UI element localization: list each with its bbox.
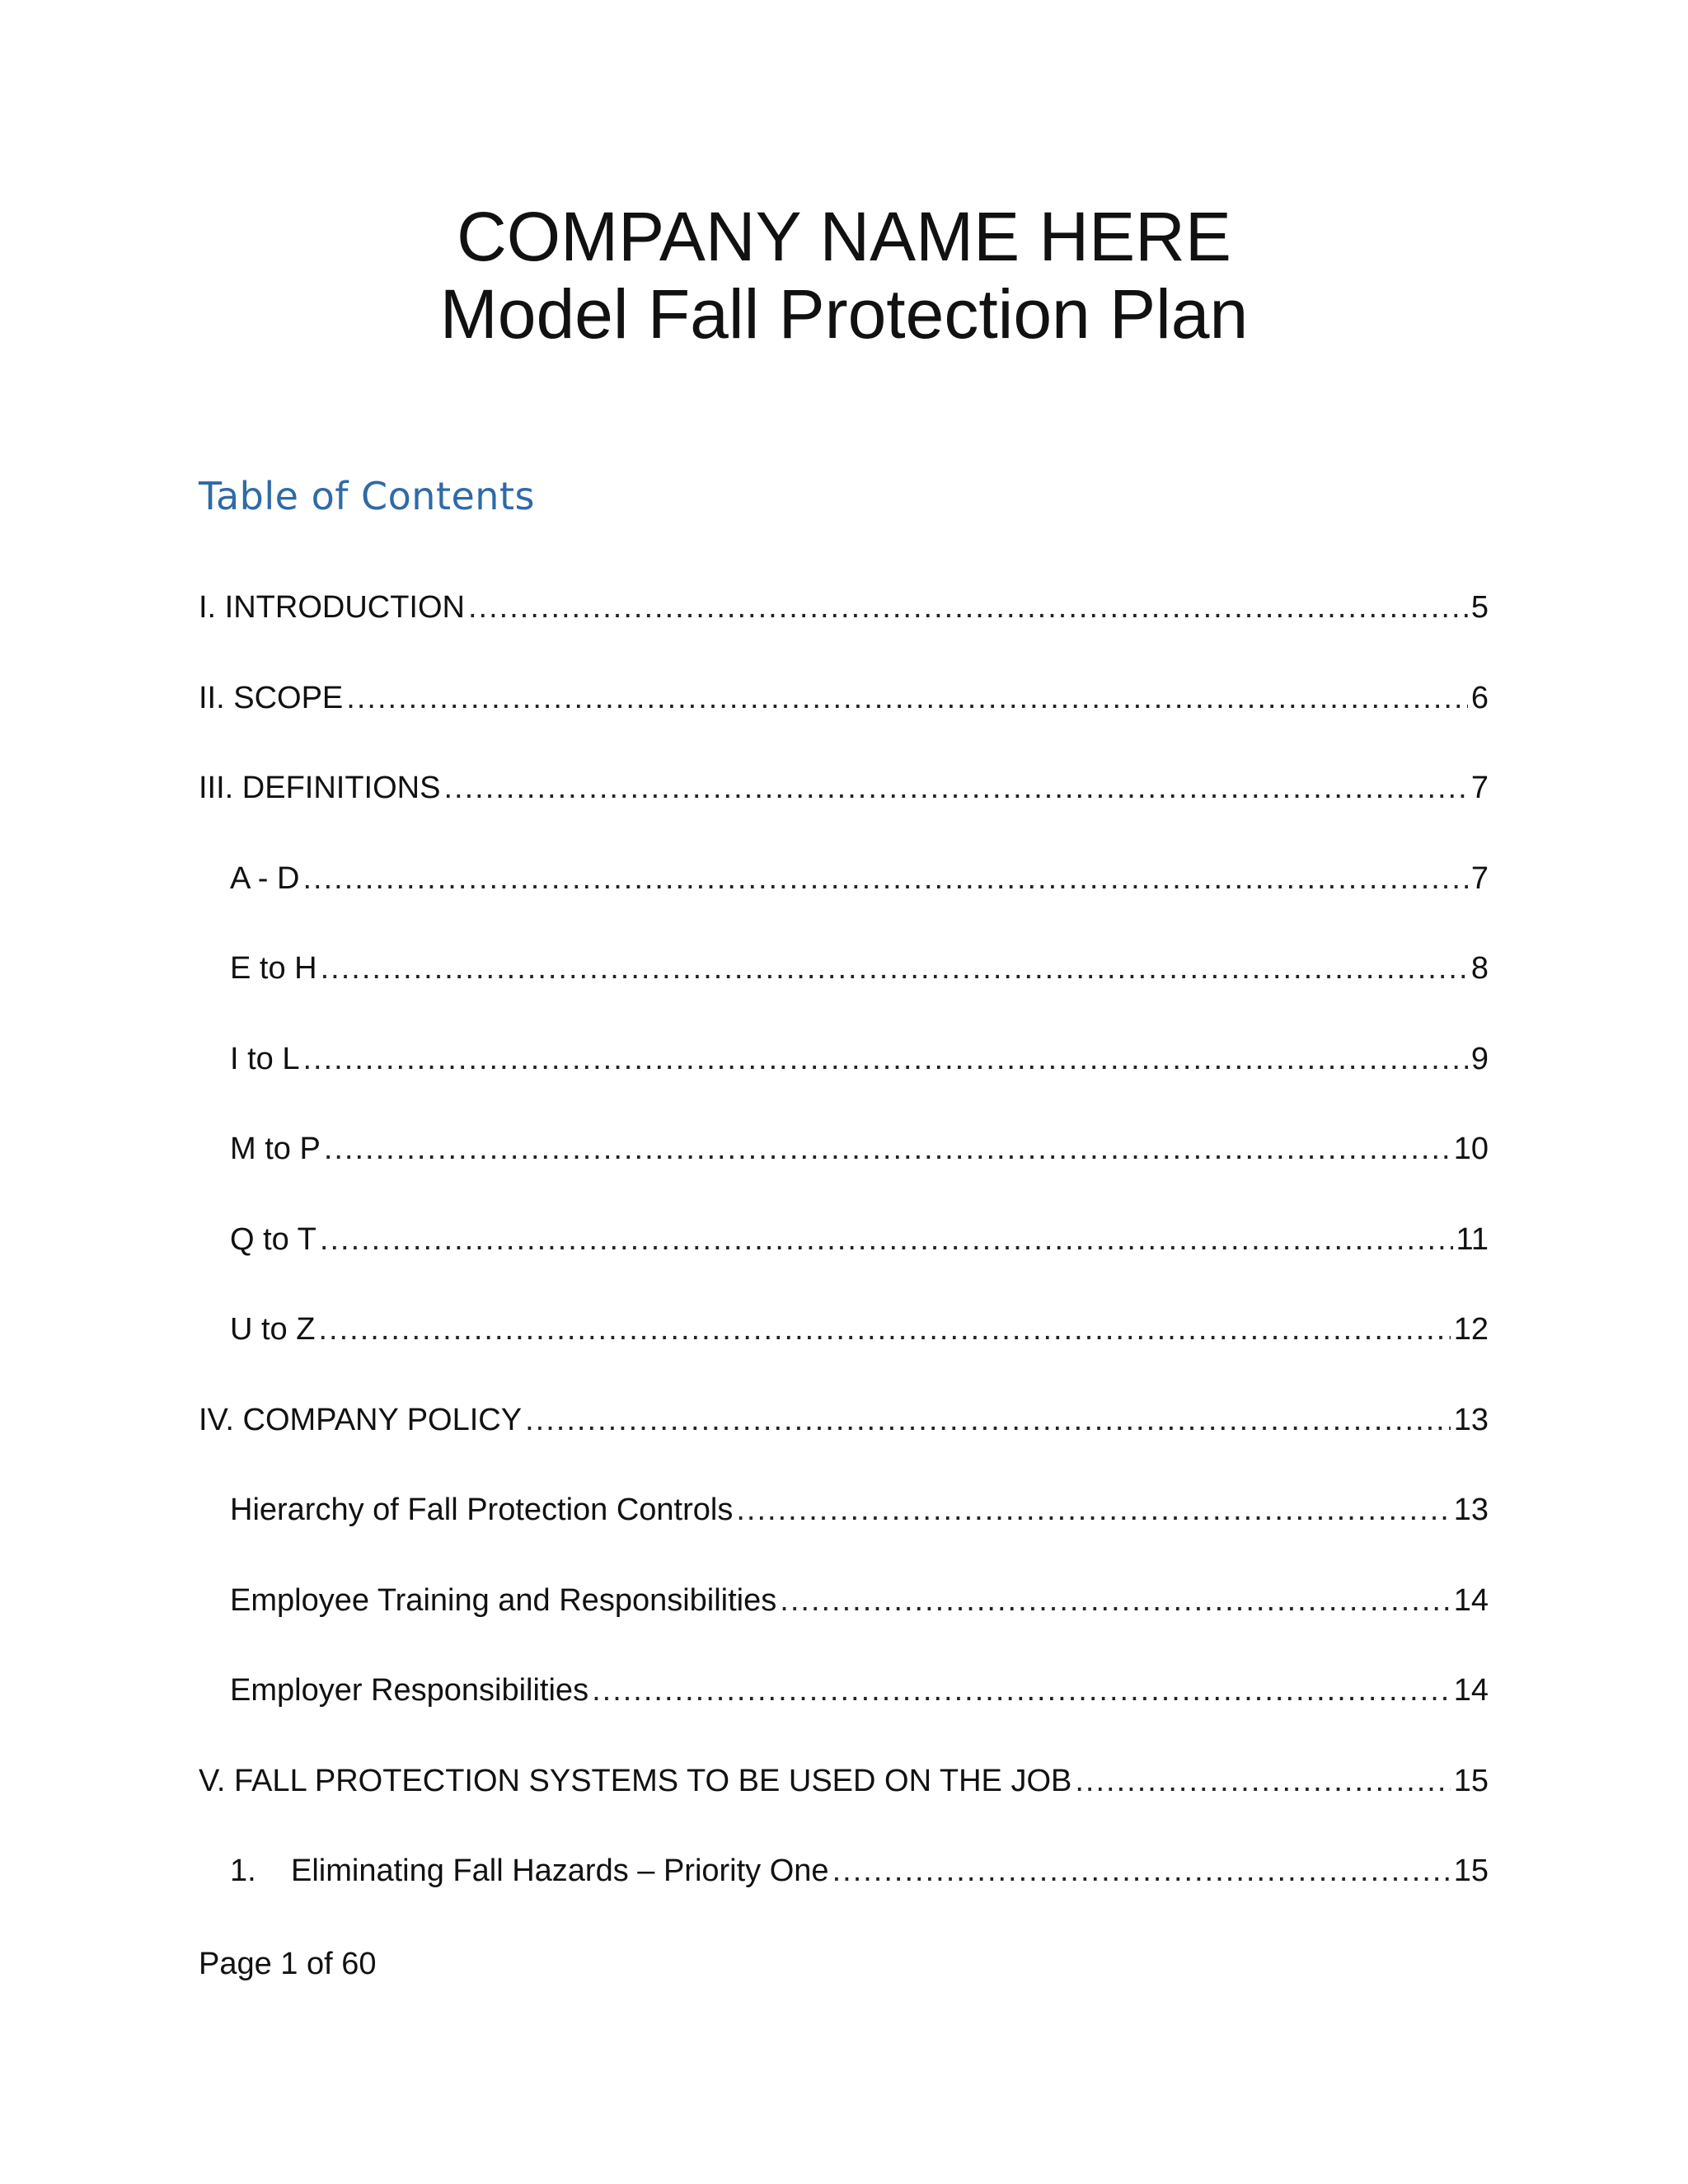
toc-entry-page: 6 (1470, 680, 1489, 715)
toc-entry-label (230, 1844, 829, 1897)
toc-entry-definitions[interactable] (199, 762, 1489, 852)
toc-entry-label: II. SCOPE (199, 680, 344, 715)
toc-entry-u-z[interactable] (199, 1303, 1489, 1394)
plan-title: Model Fall Protection Plan (439, 275, 1249, 353)
toc-leader-dots (468, 581, 1468, 634)
toc-leader-dots (592, 1664, 1451, 1717)
toc-entry-employer-responsibilities[interactable] (199, 1664, 1489, 1755)
toc-entry-eliminating-fall-hazards[interactable] (199, 1844, 1489, 1935)
toc-entry-label: Employer Responsibilities (230, 1673, 589, 1708)
document-title (0, 198, 1688, 353)
toc-leader-dots (320, 1213, 1453, 1266)
toc-entry-label: M to P (230, 1132, 321, 1166)
toc-entry-title: Eliminating Fall Hazards – Priority One (291, 1854, 829, 1888)
toc-entry-page: 12 (1453, 1312, 1489, 1347)
toc-entry-label: E to H (230, 951, 317, 986)
toc-entry-label: I. INTRODUCTION (199, 590, 465, 625)
table-of-contents (199, 581, 1489, 1935)
toc-entry-page: 13 (1453, 1493, 1489, 1527)
toc-entry-fall-protection-systems[interactable] (199, 1755, 1489, 1845)
toc-entry-scope[interactable] (199, 672, 1489, 762)
toc-entry-number: 1. (230, 1854, 256, 1888)
toc-leader-dots (303, 1033, 1468, 1085)
toc-entry-page: 7 (1470, 771, 1489, 805)
toc-leader-dots (443, 762, 1467, 814)
toc-entry-label: U to Z (230, 1312, 316, 1347)
toc-leader-dots (525, 1394, 1451, 1446)
toc-entry-label: Q to T (230, 1221, 316, 1257)
toc-entry-label: A - D (230, 860, 300, 896)
toc-entry-q-t[interactable] (199, 1213, 1489, 1304)
toc-entry-m-p[interactable] (199, 1122, 1489, 1213)
toc-entry-page: 5 (1470, 590, 1489, 625)
toc-entry-i-l[interactable] (199, 1033, 1489, 1123)
toc-leader-dots (318, 1303, 1450, 1356)
toc-leader-dots (321, 942, 1468, 995)
toc-entry-a-d[interactable] (199, 852, 1489, 943)
toc-entry-label: Hierarchy of Fall Protection Controls (230, 1493, 734, 1527)
toc-leader-dots (324, 1122, 1451, 1175)
toc-entry-page: 7 (1470, 860, 1489, 896)
toc-leader-dots (780, 1574, 1450, 1627)
toc-entry-label: IV. COMPANY POLICY (199, 1402, 523, 1437)
toc-entry-label: I to L (230, 1041, 300, 1076)
toc-entry-page: 15 (1453, 1854, 1489, 1888)
toc-entry-employee-training[interactable] (199, 1574, 1489, 1665)
toc-leader-dots (1075, 1755, 1450, 1807)
toc-leader-dots (832, 1844, 1451, 1897)
toc-heading: Table of Contents (199, 474, 535, 518)
toc-entry-page: 9 (1470, 1041, 1489, 1076)
toc-entry-label: Employee Training and Responsibilities (230, 1582, 777, 1618)
toc-entry-label: III. DEFINITIONS (199, 771, 441, 805)
toc-leader-dots (302, 852, 1467, 905)
toc-entry-page: 13 (1453, 1402, 1489, 1437)
toc-entry-hierarchy-controls[interactable] (199, 1483, 1489, 1574)
toc-entry-e-h[interactable] (199, 942, 1489, 1033)
toc-leader-dots (736, 1483, 1450, 1536)
toc-entry-page: 14 (1453, 1582, 1489, 1618)
toc-leader-dots (346, 672, 1468, 724)
toc-entry-label: V. FALL PROTECTION SYSTEMS TO BE USED ON THE JOB (199, 1763, 1072, 1798)
toc-entry-company-policy[interactable] (199, 1394, 1489, 1484)
toc-entry-page: 8 (1470, 951, 1489, 986)
toc-entry-page: 14 (1453, 1673, 1489, 1708)
toc-entry-page: 11 (1456, 1221, 1489, 1257)
toc-entry-page: 10 (1453, 1132, 1489, 1166)
company-name-title: COMPANY NAME HERE (457, 198, 1231, 275)
toc-entry-introduction[interactable] (199, 581, 1489, 672)
page-number-footer: Page 1 of 60 (199, 1947, 377, 1981)
toc-entry-page: 15 (1453, 1763, 1489, 1798)
